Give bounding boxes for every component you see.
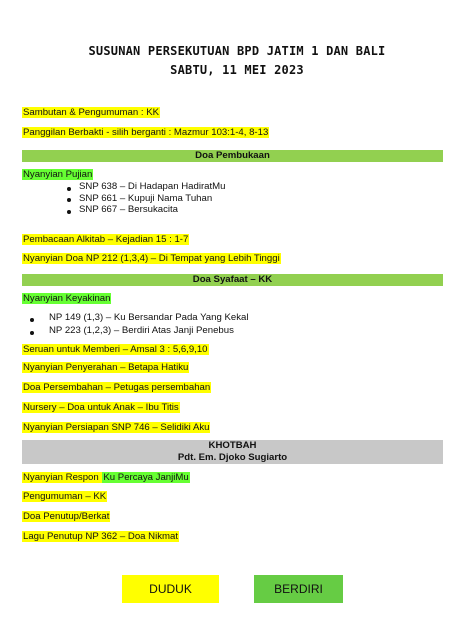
item-pengumuman: [22, 491, 107, 503]
item-nyanyian-doa: [22, 253, 281, 265]
legend-berdiri: BERDIRI: [254, 575, 343, 603]
item-penyerahan-text: Nyanyian Penyerahan – Betapa Hatiku: [23, 362, 189, 373]
item-nyanyian-pujian-text: Nyanyian Pujian: [23, 169, 93, 180]
item-persiapan-text: Nyanyian Persiapan SNP 746 – Selidiki Aku: [23, 422, 210, 433]
item-sambutan: [22, 107, 160, 119]
item-nursery: [22, 402, 180, 414]
bullet-icon: [67, 187, 71, 191]
item-penyerahan: [22, 362, 189, 374]
section-doa-syafaat: Doa Syafaat – KK: [22, 274, 443, 286]
item-doa-penutup-text: Doa Penutup/Berkat: [23, 511, 110, 522]
item-nyanyian-doa-text: Nyanyian Doa NP 212 (1,3,4) – Di Tempat yang Lebih Tinggi: [23, 253, 280, 264]
item-pembacaan: [22, 234, 189, 246]
item-nyanyian-keyakinan-text: Nyanyian Keyakinan: [23, 293, 111, 304]
item-sambutan-text: Sambutan & Pengumuman : KK: [23, 107, 159, 118]
item-persembahan-text: Doa Persembahan – Petugas persembahan: [23, 382, 211, 393]
item-doa-penutup: [22, 511, 110, 523]
keyakinan-item-2: NP 223 (1,2,3) – Berdiri Atas Janji Penebus: [49, 325, 234, 336]
bullet-icon: [67, 210, 71, 214]
item-pengumuman-text: Pengumuman – KK: [23, 491, 107, 502]
item-nyanyian-pujian: [22, 169, 93, 181]
document-date: SABTU, 11 MEI 2023: [170, 63, 304, 77]
item-respon-prefix: Nyanyian Respon: [23, 472, 102, 483]
item-nyanyian-respon: [22, 472, 190, 484]
item-lagu-penutup: [22, 531, 179, 543]
item-seruan-text: Seruan untuk Memberi – Amsal 3 : 5,6,9,10: [23, 344, 208, 355]
item-lagu-penutup-text: Lagu Penutup NP 362 – Doa Nikmat: [23, 531, 179, 542]
keyakinan-item-1: NP 149 (1,3) – Ku Bersandar Pada Yang Kekal: [49, 312, 249, 323]
bullet-icon: [67, 198, 71, 202]
item-respon-song: Ku Percaya JanjiMu: [103, 472, 189, 483]
item-persembahan: [22, 382, 211, 394]
item-nyanyian-keyakinan: [22, 293, 111, 305]
section-doa-pembukaan: Doa Pembukaan: [22, 150, 443, 162]
item-nursery-text: Nursery – Doa untuk Anak – Ibu Titis: [23, 402, 179, 413]
khotbah-title: KHOTBAH: [208, 440, 257, 451]
item-seruan: [22, 344, 209, 356]
bullet-icon: [30, 318, 34, 322]
legend-duduk: DUDUK: [122, 575, 219, 603]
document-title: SUSUNAN PERSEKUTUAN BPD JATIM 1 DAN BALI: [88, 44, 386, 58]
section-khotbah: [22, 440, 443, 464]
pujian-item-3: SNP 667 – Bersukacita: [79, 204, 179, 215]
item-persiapan: [22, 422, 210, 434]
pujian-item-2: SNP 661 – Kupuji Nama Tuhan: [79, 193, 213, 204]
khotbah-preacher: Pdt. Em. Djoko Sugiarto: [177, 452, 288, 463]
item-panggilan-text: Panggilan Berbakti - silih berganti : Mazmur 103:1-4, 8-13: [23, 127, 269, 138]
item-pembacaan-text: Pembacaan Alkitab – Kejadian 15 : 1-7: [23, 234, 189, 245]
item-panggilan: [22, 127, 269, 139]
pujian-item-1: SNP 638 – Di Hadapan HadiratMu: [79, 181, 226, 192]
bullet-icon: [30, 331, 34, 335]
